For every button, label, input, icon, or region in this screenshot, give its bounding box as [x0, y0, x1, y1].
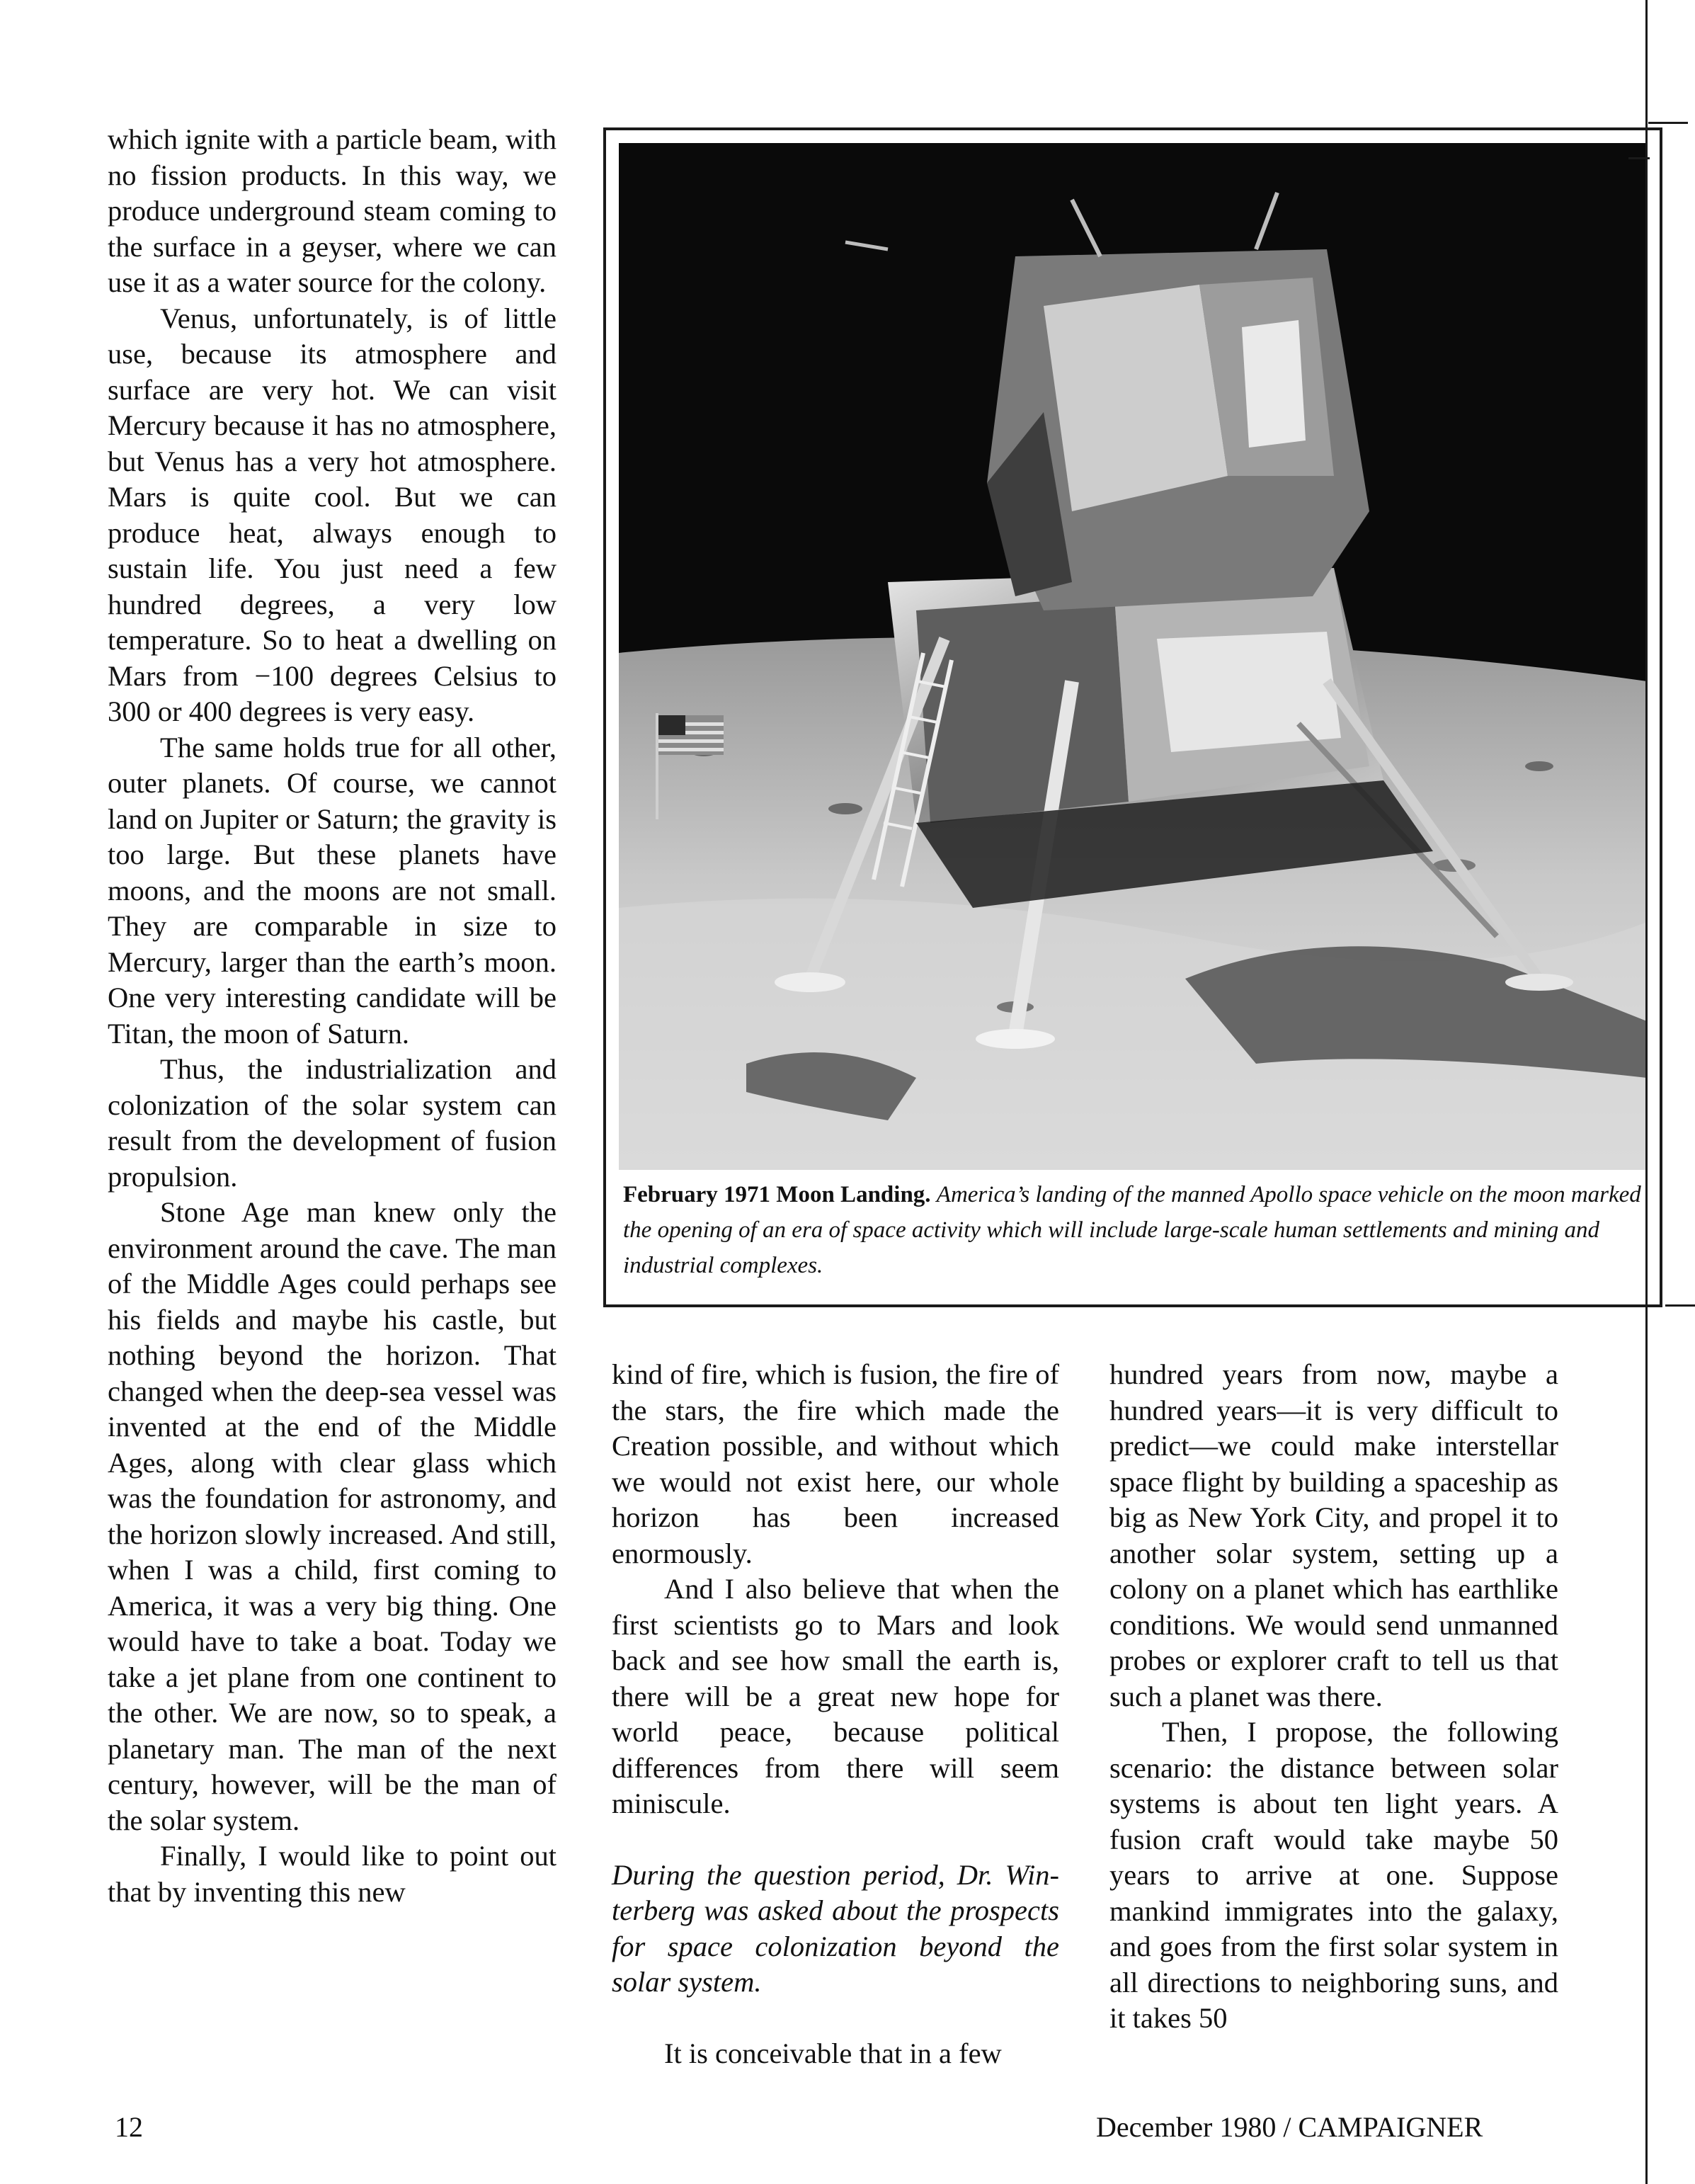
edge-tick [1648, 122, 1688, 124]
paragraph: It is conceivable that in a few [664, 2037, 1002, 2069]
caption-title: February 1971 Moon Landing. [623, 1182, 931, 1207]
paragraph: Finally, I would like to point out that by inventing this new [108, 1840, 557, 1908]
photo-figure [603, 127, 1662, 1307]
page-edge-line [1645, 0, 1648, 2184]
question-note: During the question period, Dr. Winterberg was asked about the prospects for space colonization beyond the solar system. [612, 1858, 1059, 1998]
edge-tick [1628, 157, 1650, 159]
article-column-1 [108, 122, 557, 1910]
caption-text: America’s landing of the manned Apollo space vehicle on the moon marked the opening of an era of space activity which will include large-scale human settlements and mining and industrial complexes. [623, 1182, 1641, 1278]
article-column-3 [1109, 1357, 1558, 2037]
moon-landing-photo [619, 143, 1647, 1170]
article-column-2 [612, 1357, 1059, 2071]
paragraph: Stone Age man knew only the environment around the cave. The man of the Middle Ages could perhaps see his fields and maybe his castle, but nothing beyond the horizon. That changed when the deep-sea vessel was invented at the end of the Middle Ages, along with clear glass which was the foundation for astronomy, and the horizon slowly increased. And still, when I was a child, first coming to America, it was a very big thing. One would have to take a boat. Today we take a jet plane from one continent to the other. We are now, so to speak, a planetary man. The man of the next century, however, will be the man of the solar system. [108, 1196, 557, 1836]
paragraph: hundred years from now, maybe a hundred years—it is very difficult to predict—we could make interstellar space flight by building a spaceship as big as New York City, and propel it to another solar system, setting up a colony on a planet which has earthlike conditions. We would send unmanned probes or explorer craft to tell us that such a planet was there. [1109, 1358, 1558, 1712]
issue-label: December 1980 / CAMPAIGNER [1096, 2111, 1483, 2143]
paragraph: And I also believe that when the first scientists go to Mars and look back and see how small the earth is, there will be a great new hope for world peace, because political differences from there will seem miniscule. [612, 1573, 1059, 1819]
paragraph: Thus, the industrialization and colonization of the solar system can result from the development of fusion propulsion. [108, 1053, 557, 1193]
paragraph: The same holds true for all other, outer planets. Of course, we cannot land on Jupiter or Saturn; the gravity is too large. But these planets have moons, and the moons are not small. They are comparable in size to Mercury, larger than the earth’s moon. One very interesting candidate will be Titan, the moon of Saturn. [108, 731, 557, 1050]
paragraph: Venus, unfortunately, is of little use, because its atmosphere and surface are very hot. We can visit Mercury because it has no atmosphere, but Venus has a very hot atmosphere. Mars is quite cool. But we can produce heat, always enough to sustain life. You just need a few hundred degrees, a very low temperature. So to heat a dwelling on Mars from −100 degrees Celsius to 300 or 400 degrees is very easy. [108, 302, 557, 727]
edge-tick [1665, 1304, 1695, 1307]
paragraph: which ignite with a particle beam, with no fission products. In this way, we produce underground steam coming to the surface in a geyser, where we can use it as a water source for the colony. [108, 123, 557, 298]
page-number: 12 [115, 2111, 143, 2143]
photo-caption [623, 1177, 1645, 1283]
paragraph: Then, I propose, the following scenario: the distance between solar systems is about ten light years. A fusion craft would take maybe 50 years to arrive at one. Suppose mankind immigrates into the galaxy, and goes from the first solar system in all directions to neighboring suns, and it takes 50 [1109, 1716, 1558, 2034]
paragraph: kind of fire, which is fusion, the fire of the stars, the fire which made the Creation possible, and without which we would not exist here, our whole horizon has been increased enormously. [612, 1358, 1059, 1569]
